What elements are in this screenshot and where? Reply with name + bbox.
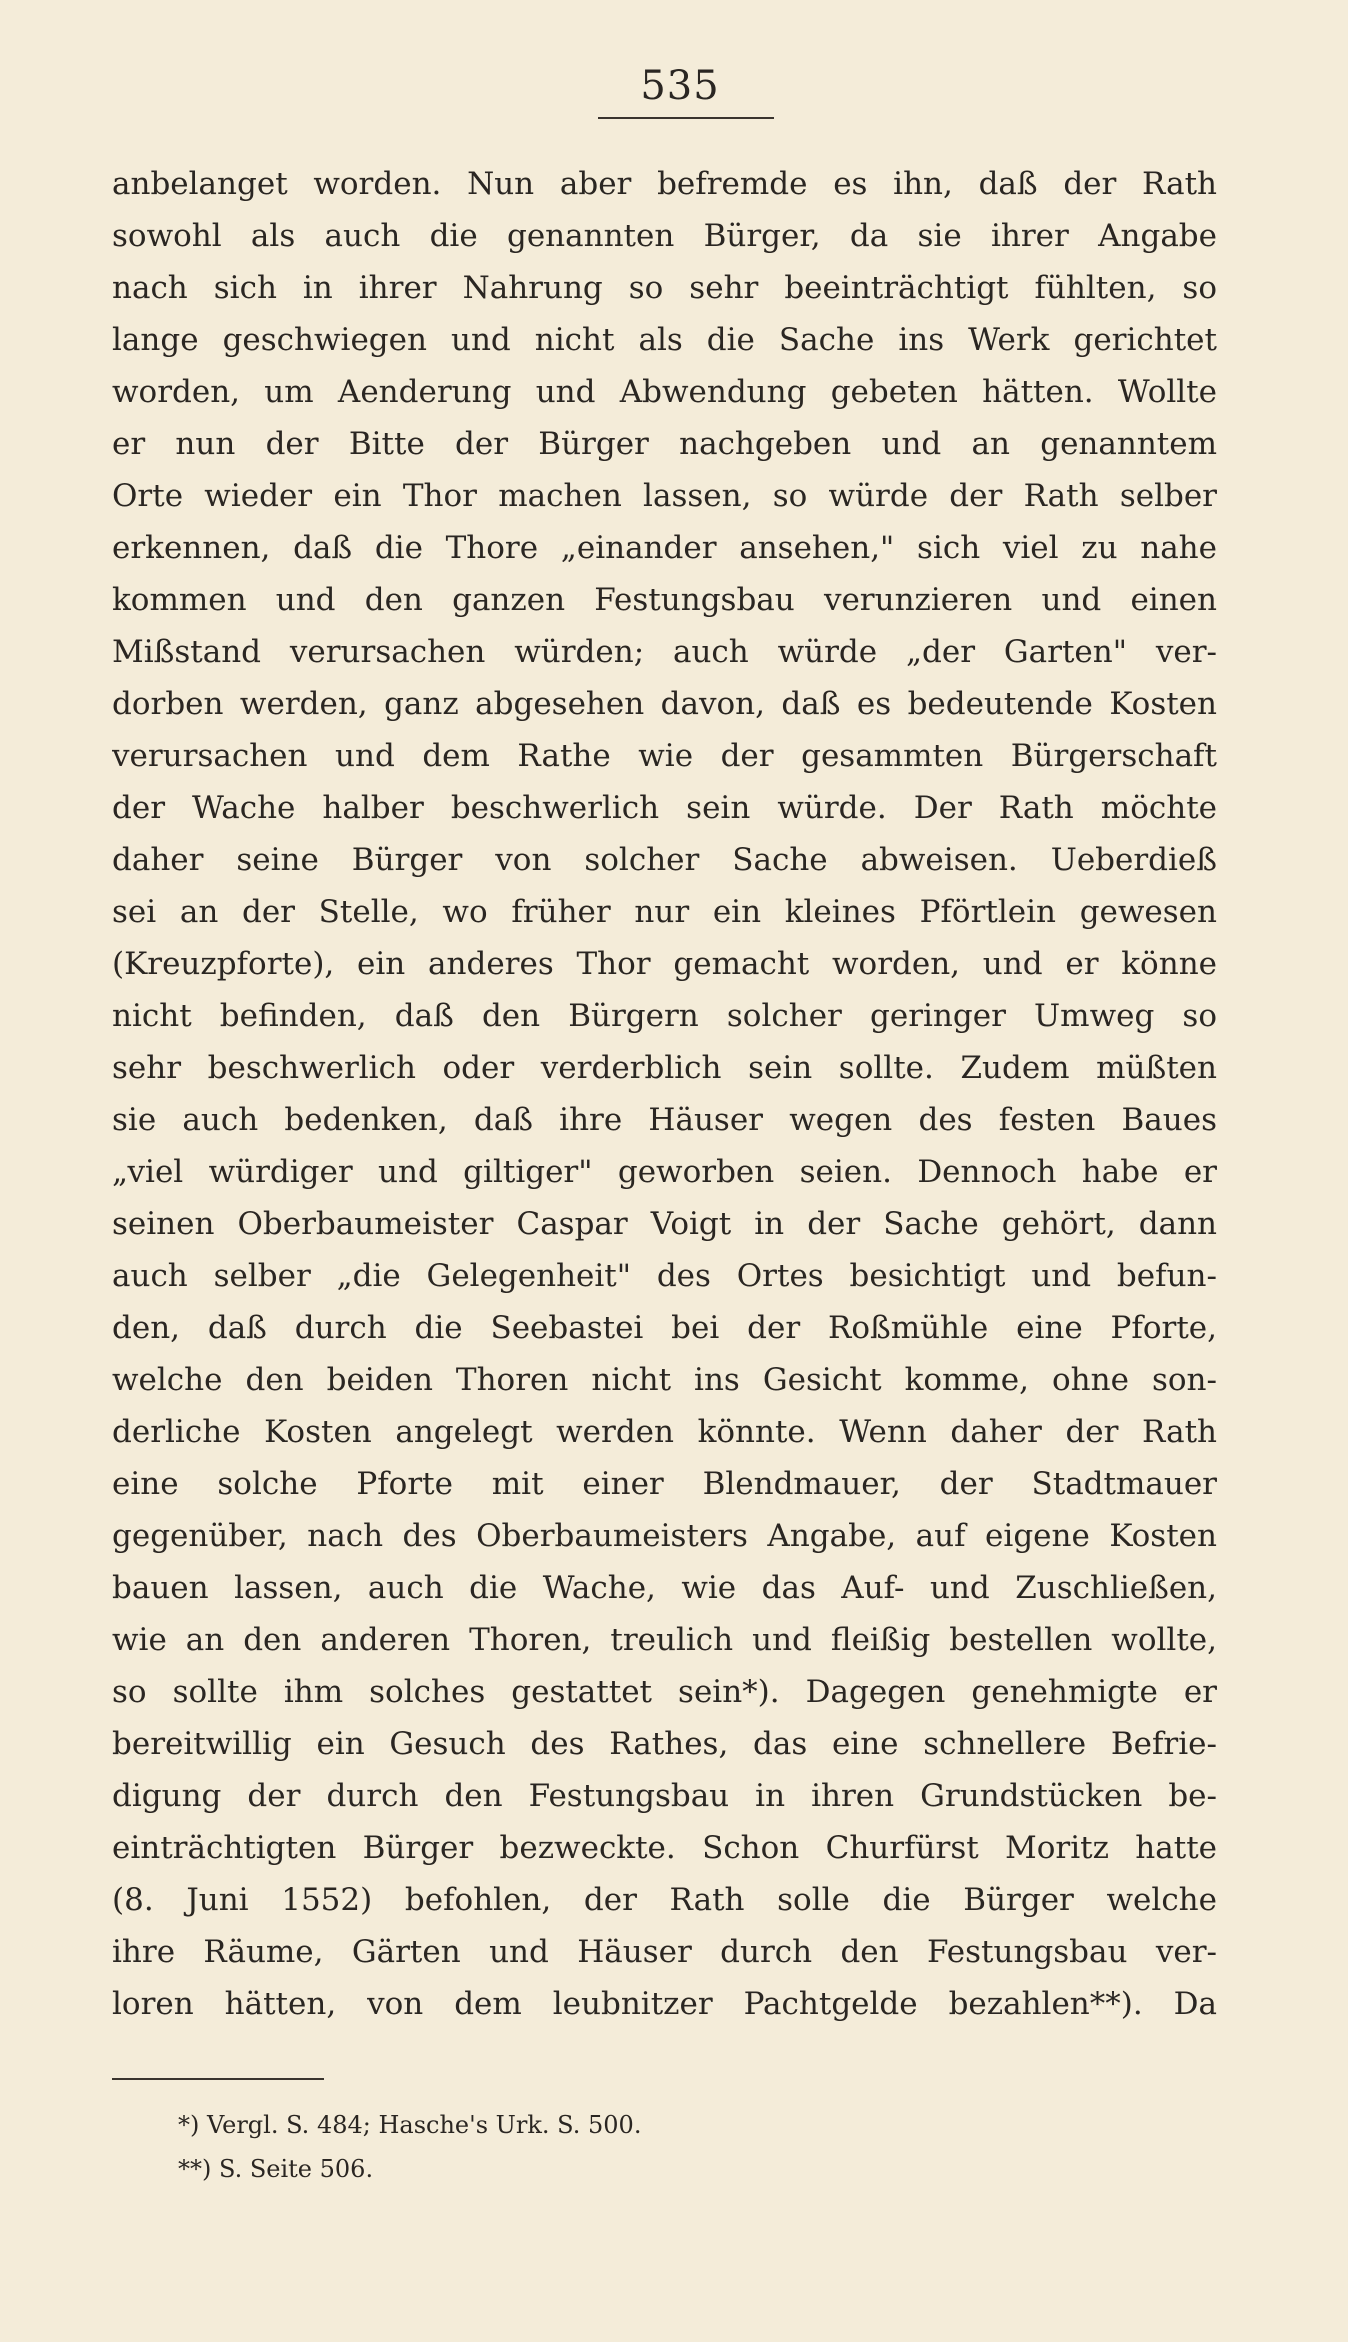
- footnotes: [178, 2103, 1078, 2191]
- text-line: gegenüber, nach des Oberbaumeisters Angabe, auf eigene Kosten: [112, 1518, 1217, 1554]
- text-line: verursachen und dem Rathe wie der gesammten Bürgerschaft: [112, 738, 1217, 774]
- text-line: kommen und den ganzen Festungsbau verunzieren und einen: [112, 582, 1217, 618]
- text-line: bereitwillig ein Gesuch des Rathes, das eine schnellere Befrie-: [112, 1726, 1217, 1762]
- text-line: eine solche Pforte mit einer Blendmauer, der Stadtmauer: [112, 1466, 1217, 1502]
- text-line: nicht befinden, daß den Bürgern solcher geringer Umweg so: [112, 998, 1217, 1034]
- text-line: dorben werden, ganz abgesehen davon, daß es bedeutende Kosten: [112, 686, 1217, 722]
- footnote: **) S. Seite 506.: [178, 2155, 374, 2183]
- text-line: sowohl als auch die genannten Bürger, da sie ihrer Angabe: [112, 218, 1217, 254]
- text-line: einträchtigten Bürger bezweckte. Schon Churfürst Moritz hatte: [112, 1830, 1217, 1866]
- text-line: so sollte ihm solches gestattet sein*). Dagegen genehmigte er: [112, 1674, 1217, 1710]
- text-line: sei an der Stelle, wo früher nur ein kleines Pförtlein gewesen: [112, 894, 1217, 930]
- page-number: 535: [640, 63, 720, 109]
- footnote-rule: [112, 2078, 324, 2080]
- text-line: lange geschwiegen und nicht als die Sache ins Werk gerichtet: [112, 322, 1217, 358]
- text-line: anbelanget worden. Nun aber befremde es ihn, daß der Rath: [112, 166, 1217, 202]
- text-line: er nun der Bitte der Bürger nachgeben und an genanntem: [112, 426, 1217, 462]
- text-line: auch selber „die Gelegenheit" des Ortes besichtigt und befun-: [112, 1258, 1217, 1294]
- text-line: seinen Oberbaumeister Caspar Voigt in der Sache gehört, dann: [112, 1206, 1217, 1242]
- text-line: worden, um Aenderung und Abwendung gebeten hätten. Wollte: [112, 374, 1217, 410]
- body-text: [112, 158, 1217, 2030]
- text-line: (8. Juni 1552) befohlen, der Rath solle die Bürger welche: [112, 1882, 1217, 1918]
- text-line: sehr beschwerlich oder verderblich sein sollte. Zudem müßten: [112, 1050, 1217, 1086]
- text-line: welche den beiden Thoren nicht ins Gesicht komme, ohne son-: [112, 1362, 1217, 1398]
- text-line: nach sich in ihrer Nahrung so sehr beeinträchtigt fühlten, so: [112, 270, 1217, 306]
- text-line: Orte wieder ein Thor machen lassen, so würde der Rath selber: [112, 478, 1217, 514]
- text-line: erkennen, daß die Thore „einander ansehen," sich viel zu nahe: [112, 530, 1217, 566]
- text-line: sie auch bedenken, daß ihre Häuser wegen des festen Baues: [112, 1102, 1217, 1138]
- text-line: derliche Kosten angelegt werden könnte. Wenn daher der Rath: [112, 1414, 1217, 1450]
- text-line: (Kreuzpforte), ein anderes Thor gemacht worden, und er könne: [112, 946, 1217, 982]
- text-line: wie an den anderen Thoren, treulich und fleißig bestellen wollte,: [112, 1622, 1217, 1658]
- text-line: ihre Räume, Gärten und Häuser durch den Festungsbau ver-: [112, 1934, 1217, 1970]
- text-line: „viel würdiger und giltiger" geworben seien. Dennoch habe er: [112, 1154, 1217, 1190]
- text-line: den, daß durch die Seebastei bei der Roßmühle eine Pforte,: [112, 1310, 1217, 1346]
- page-number-rule: [598, 117, 774, 119]
- text-line: daher seine Bürger von solcher Sache abweisen. Ueberdieß: [112, 842, 1217, 878]
- text-line: bauen lassen, auch die Wache, wie das Auf- und Zuschließen,: [112, 1570, 1217, 1606]
- footnote: *) Vergl. S. 484; Hasche's Urk. S. 500.: [178, 2111, 642, 2139]
- text-line: Mißstand verursachen würden; auch würde „der Garten" ver-: [112, 634, 1217, 670]
- text-line: loren hätten, von dem leubnitzer Pachtgelde bezahlen**). Da: [112, 1986, 1217, 2022]
- text-line: digung der durch den Festungsbau in ihren Grundstücken be-: [112, 1778, 1217, 1814]
- text-line: der Wache halber beschwerlich sein würde. Der Rath möchte: [112, 790, 1217, 826]
